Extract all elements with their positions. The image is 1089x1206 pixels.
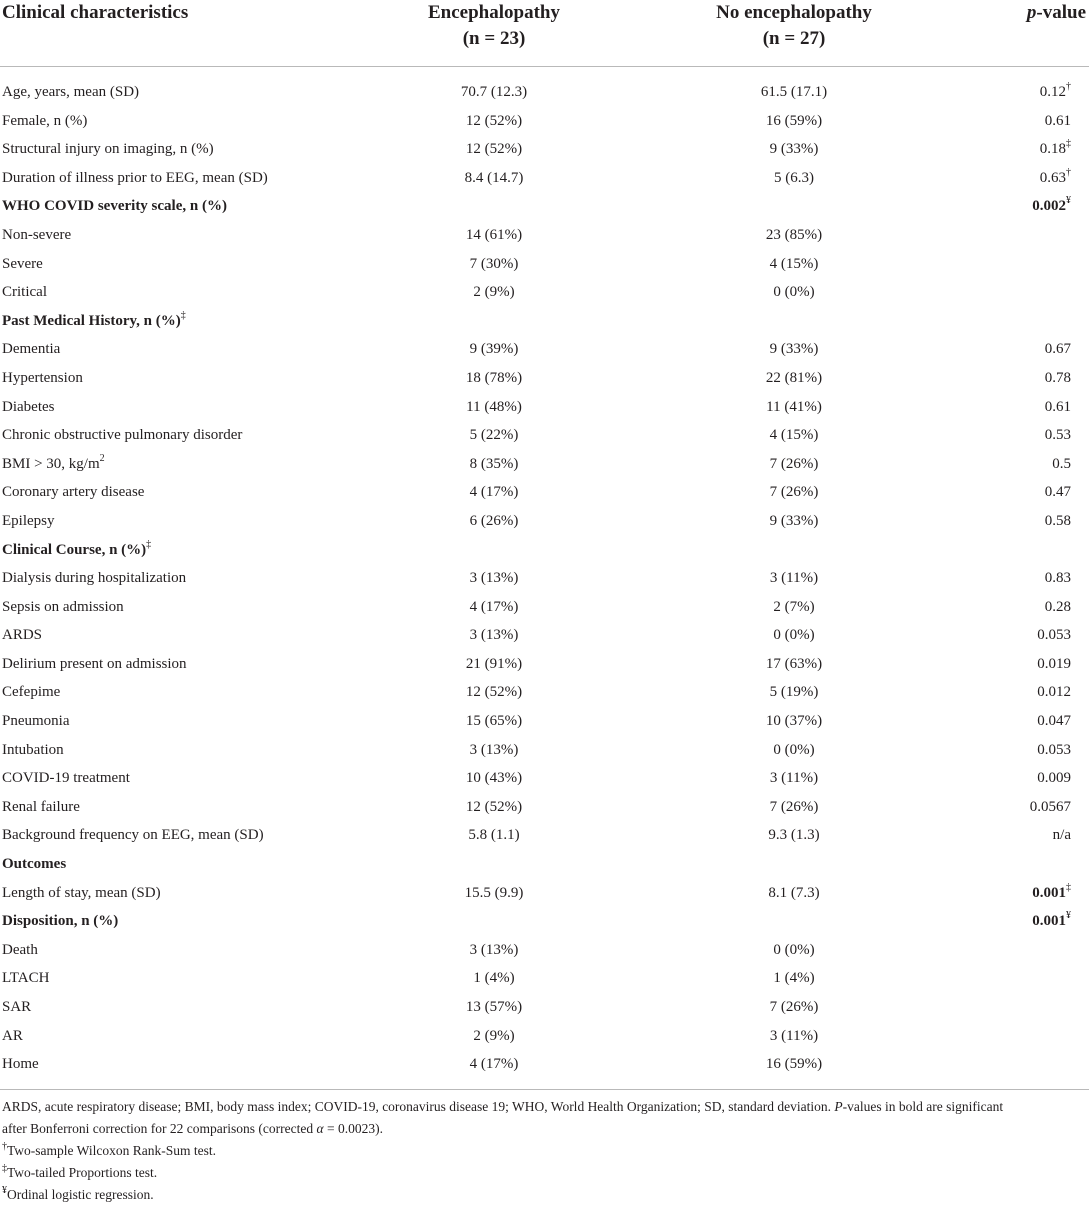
cell-encephalopathy: 21 (91%) bbox=[465, 655, 523, 672]
cell-no-encephalopathy: 0 (0%) bbox=[773, 627, 815, 644]
cell-p-value bbox=[1045, 107, 1071, 136]
row-label-text: ARDS bbox=[2, 627, 43, 644]
cell-encephalopathy: 12 (52%) bbox=[465, 141, 523, 158]
row-label bbox=[2, 993, 31, 1022]
table-row bbox=[0, 936, 1089, 965]
footnote-abbreviations bbox=[2, 1096, 1087, 1140]
cell-no-encephalopathy: 0 (0%) bbox=[773, 284, 815, 301]
row-label-text: Non-severe bbox=[2, 226, 72, 243]
table-row bbox=[0, 250, 1089, 279]
row-label bbox=[2, 221, 71, 250]
row-label-text: Disposition, n (%) bbox=[2, 913, 119, 930]
p-value-text: 0.61 bbox=[1044, 112, 1071, 129]
table-row bbox=[0, 478, 1089, 507]
row-label-text: Critical bbox=[2, 284, 47, 301]
footnote-abbrev-text: ARDS, acute respiratory disease; BMI, body mass index; COVID-19, coronavirus disease 19; WHO, World Health Organization; SD, standard deviation. bbox=[2, 1099, 832, 1114]
cell-no-encephalopathy: 1 (4%) bbox=[773, 970, 815, 987]
cell-encephalopathy: 12 (52%) bbox=[465, 684, 523, 701]
cell-encephalopathy: 3 (13%) bbox=[469, 627, 519, 644]
cell-p-value bbox=[1037, 707, 1071, 736]
p-value-text: 0.63 bbox=[1039, 169, 1066, 186]
cell-no-encephalopathy: 0 (0%) bbox=[773, 941, 815, 958]
p-value-text: n/a bbox=[1052, 827, 1071, 844]
row-label bbox=[2, 879, 161, 908]
row-label bbox=[2, 621, 42, 650]
row-label bbox=[2, 907, 118, 936]
p-value-text: 0.47 bbox=[1044, 484, 1071, 501]
cell-encephalopathy: 11 (48%) bbox=[466, 398, 522, 415]
header-p-italic: p bbox=[1026, 2, 1037, 23]
p-value-text: 0.047 bbox=[1037, 713, 1071, 730]
row-label-text: WHO COVID severity scale, n (%) bbox=[2, 198, 227, 215]
row-label bbox=[2, 764, 130, 793]
footnote-dagger-text: Two-sample Wilcoxon Rank-Sum test. bbox=[7, 1143, 216, 1158]
row-label-text: Background frequency on EEG, mean (SD) bbox=[2, 827, 264, 844]
cell-no-encephalopathy: 8.1 (7.3) bbox=[768, 884, 820, 901]
row-label bbox=[2, 736, 64, 765]
cell-p-value bbox=[1045, 364, 1071, 393]
table-row bbox=[0, 1022, 1089, 1051]
cell-p-value bbox=[1045, 507, 1071, 536]
cell-encephalopathy: 3 (13%) bbox=[469, 570, 519, 587]
cell-encephalopathy: 15.5 (9.9) bbox=[464, 884, 524, 901]
header-encephalopathy-n: (n = 23) bbox=[462, 28, 526, 49]
cell-encephalopathy: 4 (17%) bbox=[469, 484, 519, 501]
table-row bbox=[0, 135, 1089, 164]
row-label bbox=[2, 650, 187, 679]
cell-no-encephalopathy: 5 (19%) bbox=[769, 684, 819, 701]
cell-no-encephalopathy: 2 (7%) bbox=[773, 598, 815, 615]
row-label bbox=[2, 107, 87, 136]
row-label-text: Diabetes bbox=[2, 398, 55, 415]
table-row bbox=[0, 221, 1089, 250]
p-value-text: 0.053 bbox=[1037, 627, 1071, 644]
p-value-text: 0.18 bbox=[1039, 141, 1066, 158]
cell-encephalopathy: 5 (22%) bbox=[469, 427, 519, 444]
cell-encephalopathy: 12 (52%) bbox=[465, 798, 523, 815]
p-value-superscript: ‡ bbox=[1066, 881, 1071, 893]
row-label-text: Age, years, mean (SD) bbox=[2, 84, 140, 100]
cell-p-value bbox=[1032, 879, 1071, 908]
table-row bbox=[0, 393, 1089, 422]
table-row bbox=[0, 593, 1089, 622]
row-label bbox=[2, 192, 227, 221]
cell-no-encephalopathy: 3 (11%) bbox=[769, 1027, 819, 1044]
p-value-text: 0.0567 bbox=[1029, 798, 1071, 815]
row-label bbox=[2, 307, 186, 336]
cell-p-value bbox=[1040, 78, 1071, 107]
header-no-encephalopathy-n: (n = 27) bbox=[762, 28, 826, 49]
table-row bbox=[0, 107, 1089, 136]
row-label bbox=[2, 593, 124, 622]
cell-encephalopathy: 9 (39%) bbox=[469, 341, 519, 358]
section-row bbox=[0, 192, 1089, 221]
header-no-encephalopathy-title: No encephalopathy bbox=[716, 2, 872, 23]
cell-no-encephalopathy: 11 (41%) bbox=[766, 398, 822, 415]
table-row bbox=[0, 335, 1089, 364]
p-value-text: 0.001 bbox=[1032, 884, 1066, 901]
p-value-text: 0.28 bbox=[1044, 598, 1071, 615]
section-row bbox=[0, 307, 1089, 336]
row-label-text: LTACH bbox=[2, 970, 50, 987]
row-label bbox=[2, 793, 80, 822]
cell-p-value bbox=[1045, 393, 1071, 422]
cell-no-encephalopathy: 9 (33%) bbox=[769, 141, 819, 158]
cell-encephalopathy: 2 (9%) bbox=[473, 284, 515, 301]
row-label-superscript: ‡ bbox=[180, 309, 186, 321]
cell-no-encephalopathy: 9 (33%) bbox=[769, 341, 819, 358]
row-label-text: Delirium present on admission bbox=[2, 655, 187, 672]
p-value-superscript: ‡ bbox=[1066, 138, 1071, 150]
table-row bbox=[0, 507, 1089, 536]
footnote-yen bbox=[2, 1184, 1087, 1206]
table-row bbox=[0, 564, 1089, 593]
cell-p-value bbox=[1040, 164, 1071, 193]
table-row bbox=[0, 707, 1089, 736]
footnote-yen-text: Ordinal logistic regression. bbox=[7, 1187, 154, 1202]
footnote-dagger-mark: † bbox=[2, 1140, 7, 1152]
p-value-text: 0.78 bbox=[1044, 369, 1071, 386]
cell-p-value bbox=[1037, 650, 1071, 679]
cell-p-value bbox=[1037, 736, 1071, 765]
cell-no-encephalopathy: 7 (26%) bbox=[769, 484, 819, 501]
row-label bbox=[2, 850, 66, 879]
cell-no-encephalopathy: 7 (26%) bbox=[769, 798, 819, 815]
cell-p-value bbox=[1040, 135, 1071, 164]
row-label-text: AR bbox=[2, 1027, 23, 1044]
row-label bbox=[2, 936, 38, 965]
table-header bbox=[0, 0, 1089, 66]
cell-p-value bbox=[1053, 821, 1071, 850]
row-label bbox=[2, 1022, 23, 1051]
table-row bbox=[0, 678, 1089, 707]
row-label bbox=[2, 536, 151, 565]
row-label-text: Dementia bbox=[2, 341, 61, 358]
row-label-text: Home bbox=[2, 1056, 39, 1073]
footnote-yen-mark: ¥ bbox=[2, 1184, 7, 1196]
cell-encephalopathy: 13 (57%) bbox=[465, 999, 523, 1015]
cell-no-encephalopathy: 3 (11%) bbox=[769, 770, 819, 787]
table-row bbox=[0, 621, 1089, 650]
p-value-text: 0.009 bbox=[1037, 770, 1071, 787]
cell-encephalopathy: 70.7 (12.3) bbox=[460, 84, 528, 100]
cell-encephalopathy: 4 (17%) bbox=[469, 598, 519, 615]
cell-no-encephalopathy: 4 (15%) bbox=[769, 255, 819, 272]
row-label-text: BMI > 30, kg/m bbox=[2, 455, 100, 472]
table-row bbox=[0, 450, 1089, 479]
cell-no-encephalopathy: 16 (59%) bbox=[765, 1056, 823, 1073]
cell-encephalopathy: 8 (35%) bbox=[469, 455, 519, 472]
footnote-p-text: -values in bold are significant bbox=[842, 1099, 1004, 1114]
cell-no-encephalopathy: 16 (59%) bbox=[765, 112, 823, 129]
cell-no-encephalopathy: 0 (0%) bbox=[773, 741, 815, 758]
cell-p-value bbox=[1045, 564, 1071, 593]
cell-encephalopathy: 6 (26%) bbox=[469, 512, 519, 529]
cell-encephalopathy: 2 (9%) bbox=[473, 1027, 515, 1044]
p-value-text: 0.5 bbox=[1052, 455, 1071, 472]
row-label bbox=[2, 1050, 39, 1079]
footnote-alpha-value: = 0.0023). bbox=[323, 1121, 383, 1136]
row-label-text: Outcomes bbox=[2, 856, 67, 873]
cell-no-encephalopathy: 5 (6.3) bbox=[774, 169, 814, 186]
cell-no-encephalopathy: 23 (85%) bbox=[765, 226, 823, 243]
row-label-text: Renal failure bbox=[2, 798, 80, 815]
footnote-p-italic: P bbox=[834, 1099, 843, 1114]
table-row bbox=[0, 421, 1089, 450]
row-label-text: Pneumonia bbox=[2, 713, 70, 730]
cell-encephalopathy: 5.8 (1.1) bbox=[468, 827, 520, 844]
row-label bbox=[2, 678, 60, 707]
cell-no-encephalopathy: 3 (11%) bbox=[769, 570, 819, 587]
p-value-text: 0.12 bbox=[1039, 84, 1066, 100]
cell-no-encephalopathy: 4 (15%) bbox=[769, 427, 819, 444]
header-divider bbox=[0, 66, 1089, 67]
p-value-superscript: ¥ bbox=[1066, 195, 1071, 207]
cell-p-value bbox=[1037, 621, 1071, 650]
table-row bbox=[0, 993, 1089, 1022]
row-label-text: Coronary artery disease bbox=[2, 484, 145, 501]
row-label-superscript: 2 bbox=[99, 452, 105, 464]
footnote-dagger bbox=[2, 1140, 1087, 1162]
cell-encephalopathy: 3 (13%) bbox=[469, 741, 519, 758]
table-row bbox=[0, 1050, 1089, 1079]
table-row bbox=[0, 964, 1089, 993]
cell-p-value bbox=[1037, 678, 1071, 707]
table-row bbox=[0, 164, 1089, 193]
header-no-encephalopathy bbox=[634, 0, 954, 52]
p-value-text: 0.58 bbox=[1044, 512, 1071, 529]
cell-p-value bbox=[1032, 192, 1071, 221]
cell-encephalopathy: 15 (65%) bbox=[465, 713, 523, 730]
header-clinical-characteristics: Clinical characteristics bbox=[2, 2, 189, 23]
header-p-rest: -value bbox=[1036, 2, 1086, 23]
cell-no-encephalopathy: 61.5 (17.1) bbox=[760, 84, 828, 100]
cell-encephalopathy: 12 (52%) bbox=[465, 112, 523, 129]
p-value-text: 0.053 bbox=[1037, 741, 1071, 758]
header-p-value bbox=[1027, 0, 1086, 26]
p-value-text: 0.019 bbox=[1037, 655, 1071, 672]
cell-no-encephalopathy: 9 (33%) bbox=[769, 512, 819, 529]
row-label bbox=[2, 450, 105, 479]
row-label bbox=[2, 707, 70, 736]
row-label-text: Sepsis on admission bbox=[2, 598, 124, 615]
section-row bbox=[0, 850, 1089, 879]
p-value-text: 0.012 bbox=[1037, 684, 1071, 701]
table-row bbox=[0, 278, 1089, 307]
row-label-superscript: ‡ bbox=[146, 538, 152, 550]
cell-no-encephalopathy: 17 (63%) bbox=[765, 655, 823, 672]
row-label-text: Clinical Course, n (%) bbox=[2, 541, 147, 558]
row-label bbox=[2, 421, 242, 450]
table-row bbox=[0, 736, 1089, 765]
footer-divider bbox=[0, 1089, 1089, 1090]
cell-p-value bbox=[1045, 335, 1071, 364]
row-label-text: COVID-19 treatment bbox=[2, 770, 130, 787]
row-label bbox=[2, 964, 49, 993]
cell-no-encephalopathy: 9.3 (1.3) bbox=[768, 827, 820, 844]
footnote-double-dagger bbox=[2, 1162, 1087, 1184]
table-row bbox=[0, 364, 1089, 393]
footnote-bonferroni-text: after Bonferroni correction for 22 comparisons (corrected bbox=[2, 1121, 317, 1136]
row-label-text: SAR bbox=[2, 999, 32, 1015]
cell-p-value bbox=[1030, 793, 1071, 822]
p-value-text: 0.83 bbox=[1044, 570, 1071, 587]
cell-no-encephalopathy: 7 (26%) bbox=[769, 455, 819, 472]
row-label-text: Structural injury on imaging, n (%) bbox=[2, 141, 214, 158]
row-label-text: Duration of illness prior to EEG, mean (SD) bbox=[2, 169, 268, 186]
row-label bbox=[2, 78, 139, 107]
row-label bbox=[2, 393, 54, 422]
cell-no-encephalopathy: 10 (37%) bbox=[765, 713, 823, 730]
row-label-text: Epilepsy bbox=[2, 512, 55, 529]
p-value-text: 0.67 bbox=[1044, 341, 1071, 358]
row-label-text: Female, n (%) bbox=[2, 112, 88, 129]
footnote-double-dagger-text: Two-tailed Proportions test. bbox=[7, 1165, 158, 1180]
row-label bbox=[2, 564, 186, 593]
p-value-text: 0.002 bbox=[1032, 198, 1066, 215]
row-label-text: Intubation bbox=[2, 741, 64, 758]
row-label bbox=[2, 507, 55, 536]
cell-encephalopathy: 4 (17%) bbox=[469, 1056, 519, 1073]
row-label-text: Past Medical History, n (%) bbox=[2, 312, 181, 329]
table-row bbox=[0, 821, 1089, 850]
p-value-text: 0.001 bbox=[1032, 913, 1066, 930]
row-label bbox=[2, 364, 83, 393]
row-label bbox=[2, 335, 60, 364]
row-label-text: Death bbox=[2, 941, 38, 958]
table-row bbox=[0, 650, 1089, 679]
cell-encephalopathy: 8.4 (14.7) bbox=[464, 169, 524, 186]
cell-encephalopathy: 14 (61%) bbox=[465, 226, 523, 243]
p-value-text: 0.61 bbox=[1044, 398, 1071, 415]
row-label bbox=[2, 250, 43, 279]
table-footnotes bbox=[2, 1096, 1087, 1206]
header-encephalopathy bbox=[334, 0, 654, 52]
row-label-text: Dialysis during hospitalization bbox=[2, 570, 187, 587]
section-row bbox=[0, 536, 1089, 565]
row-label bbox=[2, 164, 268, 193]
row-label bbox=[2, 478, 144, 507]
p-value-superscript: † bbox=[1066, 81, 1071, 92]
p-value-superscript: † bbox=[1066, 166, 1071, 178]
p-value-text: 0.53 bbox=[1044, 427, 1071, 444]
footnote-double-dagger-mark: ‡ bbox=[2, 1162, 7, 1174]
row-label bbox=[2, 135, 214, 164]
row-label-text: Cefepime bbox=[2, 684, 61, 701]
cell-p-value bbox=[1045, 593, 1071, 622]
cell-p-value bbox=[1037, 764, 1071, 793]
cell-p-value bbox=[1032, 907, 1071, 936]
section-row bbox=[0, 907, 1089, 936]
cell-p-value bbox=[1045, 421, 1071, 450]
footnote-alpha: α bbox=[316, 1121, 324, 1136]
cell-encephalopathy: 18 (78%) bbox=[465, 369, 523, 386]
p-value-superscript: ¥ bbox=[1066, 910, 1071, 922]
cell-encephalopathy: 7 (30%) bbox=[469, 255, 519, 272]
header-encephalopathy-title: Encephalopathy bbox=[428, 2, 560, 23]
row-label-text: Length of stay, mean (SD) bbox=[2, 884, 161, 901]
table-row bbox=[0, 764, 1089, 793]
cell-encephalopathy: 10 (43%) bbox=[465, 770, 523, 787]
cell-p-value bbox=[1052, 450, 1071, 479]
row-label-text: Hypertension bbox=[2, 369, 83, 386]
table-body bbox=[0, 78, 1089, 1079]
cell-no-encephalopathy: 7 (26%) bbox=[769, 999, 819, 1015]
table-row bbox=[0, 78, 1089, 107]
cell-encephalopathy: 1 (4%) bbox=[473, 970, 515, 987]
table-row bbox=[0, 879, 1089, 908]
row-label bbox=[2, 821, 264, 850]
row-label-text: Chronic obstructive pulmonary disorder bbox=[2, 427, 243, 444]
table-row bbox=[0, 793, 1089, 822]
row-label-text: Severe bbox=[2, 255, 43, 272]
cell-no-encephalopathy: 22 (81%) bbox=[765, 369, 823, 386]
cell-encephalopathy: 3 (13%) bbox=[469, 941, 519, 958]
row-label bbox=[2, 278, 47, 307]
cell-p-value bbox=[1045, 478, 1071, 507]
